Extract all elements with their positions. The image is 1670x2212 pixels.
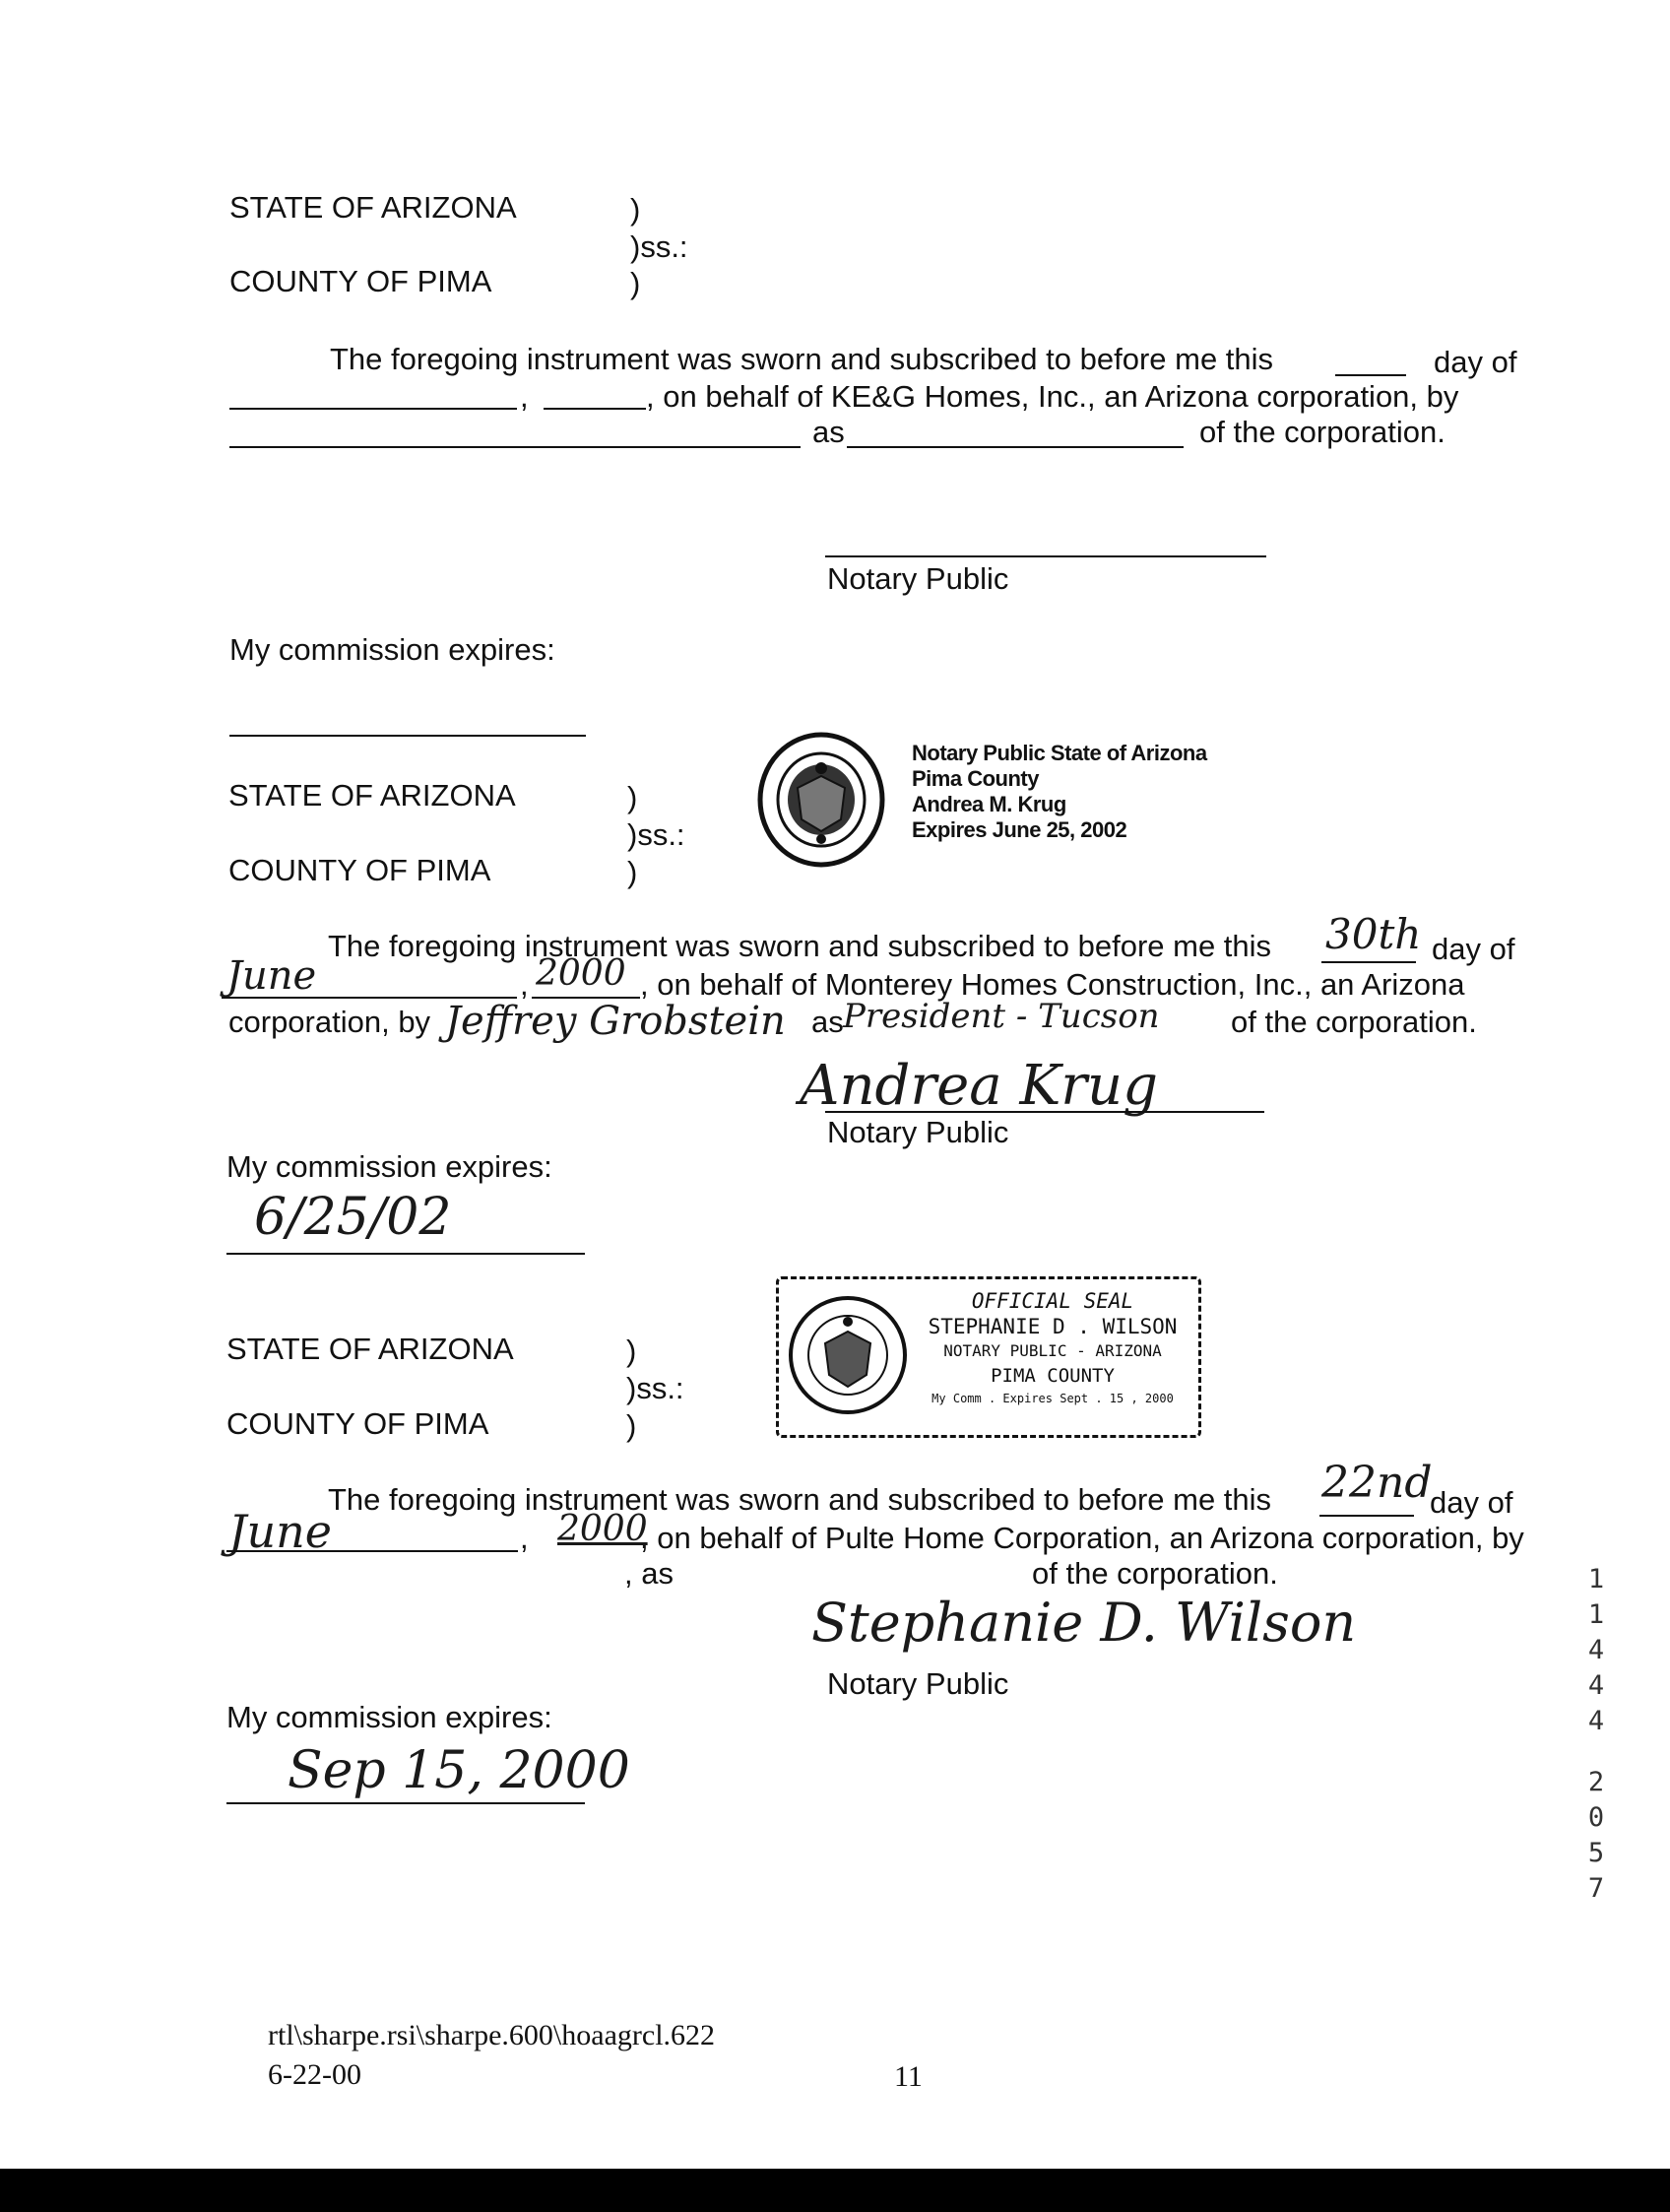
name-handwritten-2: Jeffrey Grobstein xyxy=(445,999,786,1044)
notary-signature-3: Stephanie D. Wilson xyxy=(811,1592,1357,1654)
day-of-1: day of xyxy=(1434,345,1517,379)
title-blank-1 xyxy=(847,446,1184,448)
expires-handwritten-3: Sep 15, 2000 xyxy=(288,1741,630,1800)
arizona-official-seal-icon xyxy=(786,1292,910,1418)
paren-1a: ) xyxy=(630,192,641,227)
name-blank-1 xyxy=(229,446,801,448)
ss-label-2: )ss.: xyxy=(627,817,685,852)
day-blank-1 xyxy=(1335,374,1406,376)
day-handwritten-3: 22nd xyxy=(1321,1458,1433,1508)
of-corp-3: of the corporation. xyxy=(1032,1556,1278,1591)
comma-2: , xyxy=(520,967,529,1002)
commission-blank-1 xyxy=(229,735,586,737)
day-line-2 xyxy=(1321,961,1416,963)
margin-digit: 4 xyxy=(1587,1706,1605,1736)
notary-signature-line-1 xyxy=(825,555,1266,557)
official-seal-text xyxy=(916,1288,1189,1408)
footer-date: 6-22-00 xyxy=(268,2058,361,2091)
stamp1-line4: Expires June 25, 2002 xyxy=(912,817,1127,842)
stamp2-line3: NOTARY PUBLIC - ARIZONA xyxy=(943,1341,1162,1360)
margin-digit: 0 xyxy=(1587,1802,1605,1833)
behalf-text-2: , on behalf of Monterey Homes Construction, Inc., an Arizona xyxy=(640,967,1465,1002)
comma-3: , xyxy=(520,1521,529,1555)
as-label-1: as xyxy=(812,415,845,449)
ss-label-3: )ss.: xyxy=(626,1371,684,1405)
margin-digit: 7 xyxy=(1587,1873,1605,1904)
commission-line-2 xyxy=(226,1253,585,1255)
comma-1: , xyxy=(520,379,529,414)
month-handwritten-3: June xyxy=(228,1505,332,1558)
day-line-3 xyxy=(1319,1515,1414,1517)
of-corp-1: of the corporation. xyxy=(1199,415,1445,449)
paren-2b: ) xyxy=(627,855,638,889)
stamp2-line1: OFFICIAL SEAL xyxy=(971,1289,1134,1313)
month-line-3 xyxy=(226,1550,518,1552)
notary-public-label-2: Notary Public xyxy=(827,1115,1009,1149)
behalf-text-3: , on behalf of Pulte Home Corporation, an Arizona corporation, by xyxy=(640,1521,1524,1555)
notary-signature-2: Andrea Krug xyxy=(800,1054,1158,1118)
paren-2a: ) xyxy=(627,780,638,814)
scan-bottom-border xyxy=(0,2169,1670,2212)
paren-1b: ) xyxy=(630,266,641,300)
notary-public-label-1: Notary Public xyxy=(827,561,1009,596)
margin-digit: 2 xyxy=(1587,1767,1605,1797)
state-label-2: STATE OF ARIZONA xyxy=(228,778,516,813)
paren-3a: ) xyxy=(626,1334,637,1368)
stamp1-line2: Pima County xyxy=(912,766,1039,791)
title-handwritten-2: President - Tucson xyxy=(843,997,1160,1036)
footer-file-path: rtl\sharpe.rsi\sharpe.600\hoaagrcl.622 xyxy=(268,2019,716,2051)
year-blank-1 xyxy=(544,408,646,410)
notary-stamp-text-1 xyxy=(912,741,1207,843)
day-handwritten-2: 30th xyxy=(1325,910,1422,958)
of-corp-2: of the corporation. xyxy=(1231,1005,1477,1039)
arizona-notary-seal-icon xyxy=(754,729,888,871)
as-label-2: as xyxy=(811,1005,844,1039)
page-number: 11 xyxy=(894,2060,923,2093)
county-label-1: COUNTY OF PIMA xyxy=(229,264,492,298)
county-label-2: COUNTY OF PIMA xyxy=(228,853,491,887)
corp-by-2: corporation, by xyxy=(228,1005,431,1039)
expires-handwritten-2: 6/25/02 xyxy=(254,1188,452,1247)
stamp2-line4: PIMA COUNTY xyxy=(991,1365,1115,1387)
stamp2-line5: My Comm . Expires Sept . 15 , 2000 xyxy=(931,1392,1174,1405)
sworn-text-1: The foregoing instrument was sworn and subscribed to before me this xyxy=(330,342,1274,376)
day-of-3: day of xyxy=(1430,1485,1513,1520)
month-blank-1 xyxy=(229,408,517,410)
commission-label-1: My commission expires: xyxy=(229,632,555,667)
margin-document-number xyxy=(1581,1562,1611,1907)
margin-digit: 1 xyxy=(1587,1599,1605,1630)
month-handwritten-2: June xyxy=(226,953,317,999)
stamp1-line1: Notary Public State of Arizona xyxy=(912,741,1207,765)
margin-digit: 4 xyxy=(1587,1670,1605,1701)
ss-label-1: )ss.: xyxy=(630,229,688,264)
sworn-text-2: The foregoing instrument was sworn and subscribed to before me this xyxy=(328,929,1272,963)
year-handwritten-3: 2000 xyxy=(557,1509,648,1549)
notary-public-label-3: Notary Public xyxy=(827,1666,1009,1701)
state-label-1: STATE OF ARIZONA xyxy=(229,190,517,225)
notary-signature-line-2 xyxy=(825,1111,1264,1113)
sworn-text-3: The foregoing instrument was sworn and subscribed to before me this xyxy=(328,1482,1272,1517)
commission-line-3 xyxy=(226,1802,585,1804)
stamp1-line3: Andrea M. Krug xyxy=(912,792,1066,816)
margin-digit: 4 xyxy=(1587,1635,1605,1665)
year-handwritten-2: 2000 xyxy=(536,953,626,994)
paren-3b: ) xyxy=(626,1408,637,1443)
behalf-text-1: , on behalf of KE&G Homes, Inc., an Arizona corporation, by xyxy=(646,379,1459,414)
commission-label-2: My commission expires: xyxy=(226,1149,552,1184)
commission-label-3: My commission expires: xyxy=(226,1700,552,1734)
state-label-3: STATE OF ARIZONA xyxy=(226,1332,514,1366)
as-label-3: , as xyxy=(624,1556,674,1591)
county-label-3: COUNTY OF PIMA xyxy=(226,1406,489,1441)
margin-digit: 1 xyxy=(1587,1564,1605,1594)
margin-digit: 5 xyxy=(1587,1838,1605,1868)
stamp2-line2: STEPHANIE D . WILSON xyxy=(928,1315,1178,1338)
day-of-2: day of xyxy=(1432,932,1515,966)
